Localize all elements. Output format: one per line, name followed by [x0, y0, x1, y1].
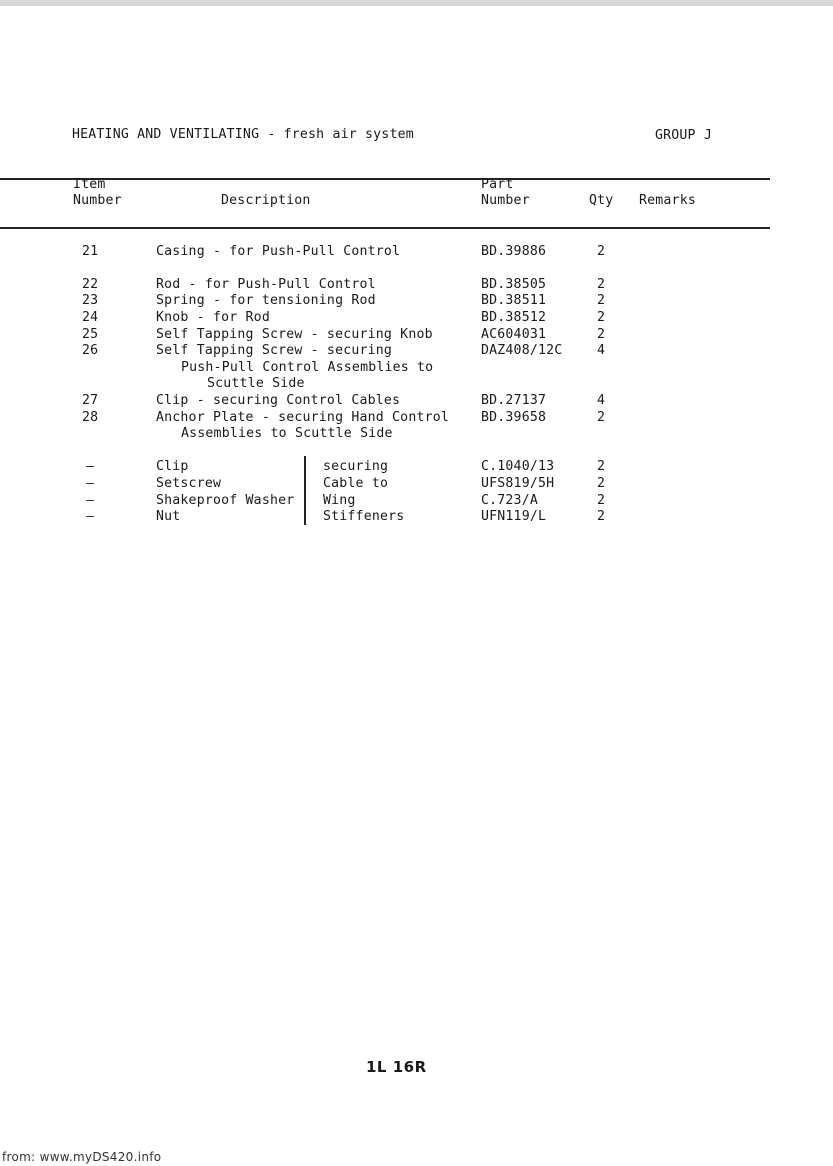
row-item-dash: — [86, 493, 95, 508]
row-item-dash: — [86, 509, 95, 524]
row-description: Self Tapping Screw - securing Knob [156, 327, 433, 342]
row-description: Knob - for Rod [156, 310, 270, 325]
row-qty: 4 [597, 343, 606, 358]
row-description: Casing - for Push-Pull Control [156, 244, 401, 259]
row-description: Self Tapping Screw - securing [156, 343, 393, 358]
row-part-number: UFN119/L [481, 509, 547, 524]
row-item: 28 [82, 410, 99, 425]
row-item: 26 [82, 343, 99, 358]
row-description: Shakeproof Washer [156, 493, 295, 508]
row-qty: 2 [597, 327, 606, 342]
page-number: 1L 16R [366, 1058, 427, 1076]
row-qty: 2 [597, 476, 606, 491]
row-description: Spring - for tensioning Rod [156, 293, 376, 308]
row-description: Nut [156, 509, 181, 524]
row-qty: 2 [597, 459, 606, 474]
row-description: Setscrew [156, 476, 222, 491]
row-item-dash: — [86, 476, 95, 491]
row-part-number: AC604031 [481, 327, 547, 342]
col-item-line2: Number [73, 193, 122, 208]
row-qty: 2 [597, 493, 606, 508]
row-part-number: DAZ408/12C [481, 343, 563, 358]
row-part-number: UFS819/5H [481, 476, 555, 491]
col-item-line1: Item [73, 177, 106, 192]
row-description-continuation: Scuttle Side [207, 376, 305, 391]
row-purpose: Cable to [323, 476, 389, 491]
row-part-number: C.1040/13 [481, 459, 555, 474]
row-purpose: securing [323, 459, 389, 474]
col-qty: Qty [589, 193, 614, 208]
row-item: 24 [82, 310, 99, 325]
row-qty: 2 [597, 244, 606, 259]
row-part-number: BD.38511 [481, 293, 547, 308]
row-qty: 2 [597, 293, 606, 308]
row-part-number: BD.27137 [481, 393, 547, 408]
row-part-number: C.723/A [481, 493, 538, 508]
group-label: GROUP J [655, 128, 712, 143]
row-description: Anchor Plate - securing Hand Control [156, 410, 450, 425]
row-qty: 4 [597, 393, 606, 408]
row-item: 21 [82, 244, 99, 259]
col-part-line1: Part [481, 177, 514, 192]
row-item: 23 [82, 293, 99, 308]
table-top-rule [0, 178, 770, 180]
row-description: Clip [156, 459, 189, 474]
scan-edge [0, 0, 833, 6]
row-part-number: BD.39886 [481, 244, 547, 259]
col-remarks: Remarks [639, 193, 696, 208]
row-description-continuation: Push-Pull Control Assemblies to [181, 360, 434, 375]
section-title: HEATING AND VENTILATING - fresh air system [72, 127, 414, 142]
row-description-continuation: Assemblies to Scuttle Side [181, 426, 393, 441]
row-item-dash: — [86, 459, 95, 474]
col-part-line2: Number [481, 193, 530, 208]
row-purpose: Wing [323, 493, 356, 508]
group-bracket-bar [304, 456, 306, 525]
row-item: 25 [82, 327, 99, 342]
row-qty: 2 [597, 277, 606, 292]
row-item: 22 [82, 277, 99, 292]
row-part-number: BD.38512 [481, 310, 547, 325]
row-qty: 2 [597, 310, 606, 325]
row-description: Clip - securing Control Cables [156, 393, 401, 408]
row-qty: 2 [597, 509, 606, 524]
row-item: 27 [82, 393, 99, 408]
col-description: Description [221, 193, 311, 208]
table-header-rule [0, 227, 770, 229]
row-description: Rod - for Push-Pull Control [156, 277, 376, 292]
row-qty: 2 [597, 410, 606, 425]
row-part-number: BD.38505 [481, 277, 547, 292]
row-purpose: Stiffeners [323, 509, 405, 524]
source-footer: from: www.myDS420.info [2, 1150, 162, 1164]
row-part-number: BD.39658 [481, 410, 547, 425]
